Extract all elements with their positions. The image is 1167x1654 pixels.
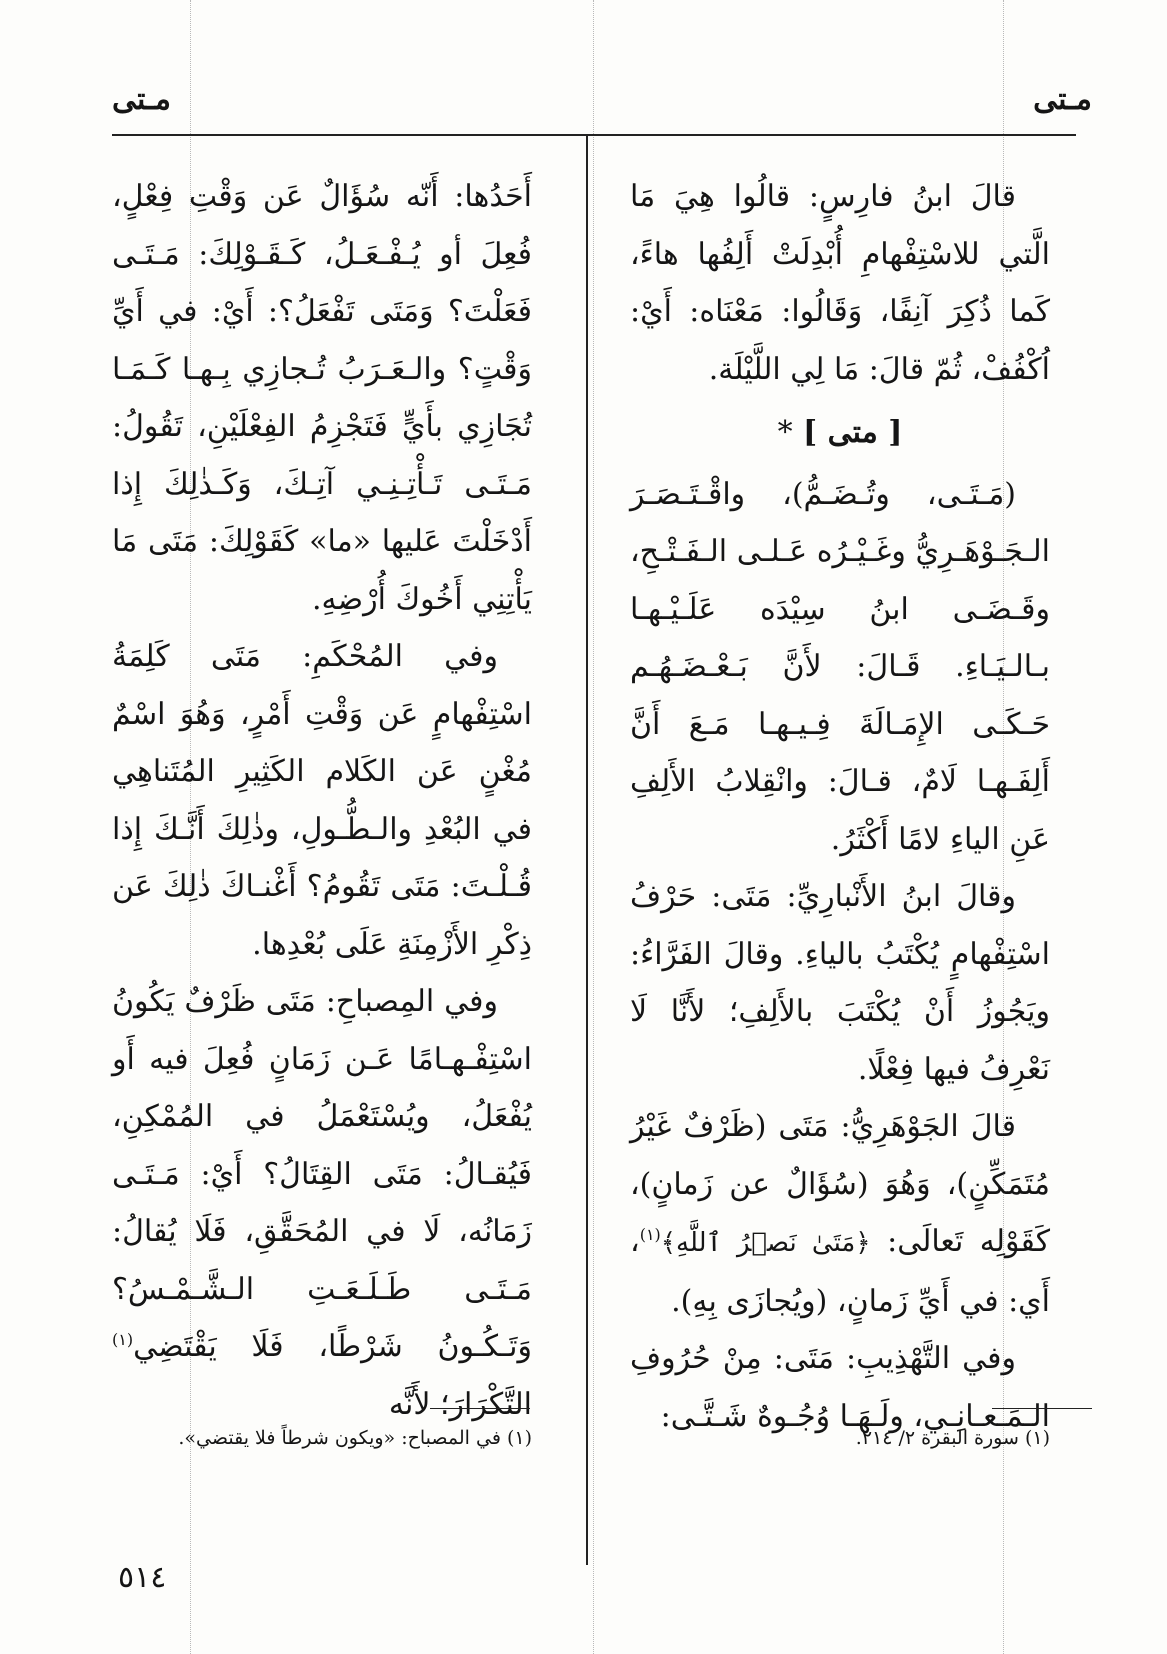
left-column xyxy=(112,168,532,1433)
header-rule xyxy=(112,134,1076,136)
entry-heading xyxy=(630,404,1050,462)
footnote-marker: (١) xyxy=(112,1330,134,1349)
footnote-left: (١) في المصباح: «ويكون شرطاً فلا يقتضي». xyxy=(178,1427,532,1449)
page-number: ٥١٤ xyxy=(118,1560,167,1595)
column-divider xyxy=(586,135,588,1565)
paragraph-text: ، أَي: في أَيِّ زَمانٍ، (ويُجازَى بِهِ). xyxy=(630,1224,1050,1319)
running-header-left: مـتى xyxy=(112,82,171,117)
right-column xyxy=(630,168,1050,1445)
footnote-rule-left xyxy=(430,1408,530,1409)
paragraph: (مَـتَـى، وتُـضَـمُّ)، واقْـتَـصَـرَ الـجَـوْهَـرِيُّ وغَـيْـرُه عَـلـى الـفَـتْـحِ، وقَـضَـى ابنُ سِيْدَه عَلَـيْـهـا بـالـيَـاءِ. قَـالَ: لأَنَّ بَـعْـضَـهُـم حَـكَـى الإِمَـالَةَ فِـيـهـا مَـعَ أَنَّ أَلِفَـهـا لَامٌ، قـالَ: وانْقِلابُ الأَلِفِ عَنِ الياءِ لامًا أَكْثَرُ. xyxy=(630,476,1050,857)
quran-quote: ﴿مَتَىٰ نَصۡرُ ٱللَّهِ﴾ xyxy=(660,1228,871,1258)
entry-heading-word: [ متى ] xyxy=(803,415,903,450)
paragraph: وفي التَّهْذِيبِ: مَتَى: مِنْ حُرُوفِ الـمَـعـانِـي، ولَـهَـا وُجُـوهٌ شَـتَّـى: xyxy=(630,1341,1050,1434)
paragraph: وقالَ ابنُ الأَنْبارِيِّ: مَتَى: حَرْفُ اسْتِفْهامٍ يُكْتَبُ بالياءِ. وقالَ الفَرَّاءُ: ويَجُوزُ أَنْ يُكْتَبَ بالأَلِفِ؛ لأَنَّا لَا نَعْرِفُ فيها فِعْلًا. xyxy=(630,879,1050,1087)
paragraph: وفي المُحْكَمِ: مَتَى كَلِمَةُ اسْتِفْهامٍ عَن وَقْتِ أَمْرٍ، وَهُوَ اسْمٌ مُغْنٍ عَن الكَلام الكَثِيرِ المُتَناهِي في البُعْدِ والـطُّـولِ، وذٰلِكَ أَنَّـكَ إِذا قُـلْـتَ: مَتَى تَقُومُ؟ أَغْنـاكَ ذٰلِكَ عَن ذِكْرِ الأَزْمِنَةِ عَلَى بُعْدِها. xyxy=(112,639,532,962)
paragraph xyxy=(630,1098,1050,1330)
paragraph xyxy=(112,973,532,1433)
running-header-right: مـتى xyxy=(1033,82,1092,117)
paragraph-text: التَّكْرَارَ؛ لأَنَّه xyxy=(388,1386,532,1422)
paragraph-text: قالَ الجَوْهَرِيُّ: مَتَى (ظَرْفٌ غَيْرُ مُتَمَكِّنٍ)، وَهُوَ (سُؤَالٌ عن زَمانٍ)، كَقَوْلِه تَعالَى: xyxy=(630,1109,1050,1259)
footnote-marker: (١) xyxy=(639,1225,661,1244)
footnote-rule-right xyxy=(992,1408,1092,1409)
asterisk-icon: * xyxy=(777,415,793,450)
scan-fold-line xyxy=(593,0,594,1654)
paragraph: أَحَدُها: أَنّه سُؤَالٌ عَن وَقْتِ فِعْلٍ، فُعِلَ أو يُـفْـعَـلُ، كَـقَـوْلِكَ: مَـتَـى فَعَلْتَ؟ وَمَتَى تَفْعَلُ؟: أَيْ: في أَيِّ وَقْتٍ؟ والـعَـرَبُ تُـجازِي بِـهـا كَـمَـا تُجَازِي بأَيٍّ فَتَجْزِمُ الفِعْلَيْنِ، تَقُولُ: مَـتَـى تَـأْتِـنِـي آتِـكَ، وَكَـذٰلِكَ إِذا أَدْخَلْتَ عَليها «ما» كَقَوْلِكَ: مَتَى مَا يَأْتِنِي أَخُوكَ أُرْضِهِ. xyxy=(112,179,532,617)
paragraph-text: وفي المِصباحِ: مَتَى ظَرْفٌ يَكُونُ اسْتِفْـهـامًا عَـن زَمَانٍ فُعِلَ فيه أَو يُفْعَلُ، ويُسْتَعْمَلُ في المُمْكِنِ، فَيُقـالُ: مَتَى القِتَالُ؟ أَيْ: مَـتَـى زَمَانُه، لَا في المُحَقَّقِ، فَلَا يُقالُ: مَـتَـى طَـلَـعَـتِ الـشَّـمْـسُ؟ وَتَـكُـونُ شَرْطًا، فَلَا يَقْتَضِي xyxy=(112,984,532,1364)
paragraph: قالَ ابنُ فارِسٍ: قالُوا هِيَ مَا الَّتي للاسْتِفْهامِ أُبْدِلَتْ أَلِفُها هاءً، كَما ذُكِرَ آنِفًا، وَقَالُوا: مَعْنَاه: أَيْ: اُكْفُفْ، ثُمّ قالَ: مَا لِي اللَّيْلَة. xyxy=(630,179,1050,387)
footnote-right: (١) سورة البقرة ٢/ ٢١٤. xyxy=(855,1427,1050,1449)
